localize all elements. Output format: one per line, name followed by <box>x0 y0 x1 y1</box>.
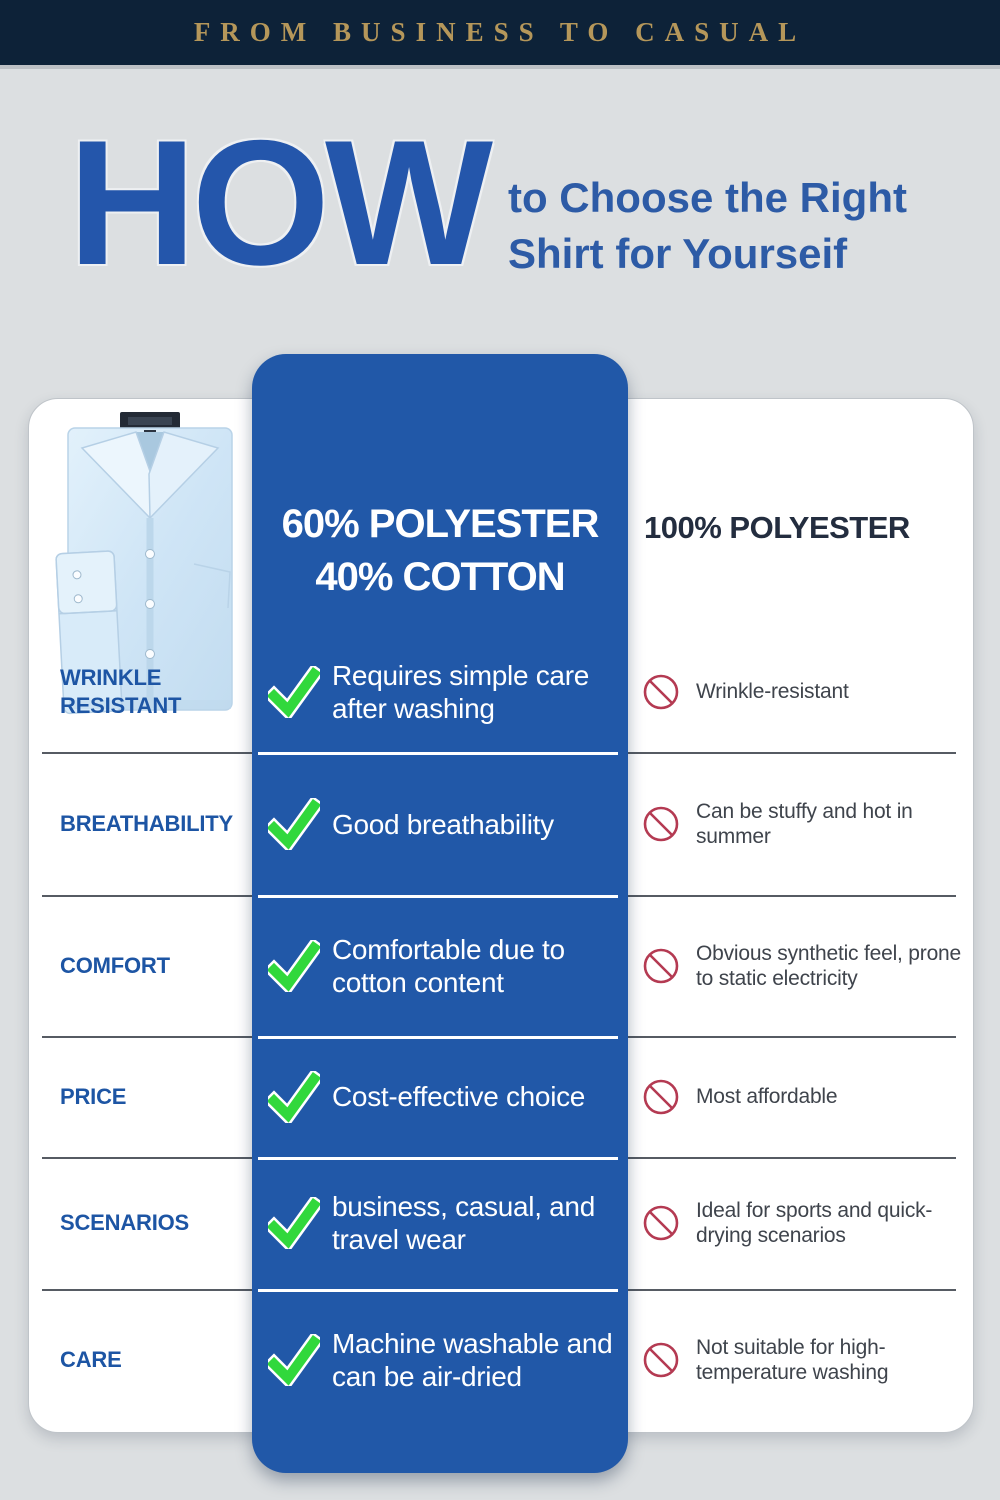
row-con-cell <box>642 1036 964 1157</box>
table-row <box>0 753 1000 895</box>
table-row <box>0 1036 1000 1157</box>
page-title-big: HOW <box>68 103 489 302</box>
prohibit-icon <box>642 947 680 985</box>
table-row <box>0 1289 1000 1431</box>
pro-text: Comfortable due to cotton content <box>332 933 565 998</box>
row-label-cell <box>60 753 260 895</box>
table-row <box>0 895 1000 1036</box>
pro-text: Good breathability <box>332 808 554 840</box>
prohibit-icon <box>642 1204 680 1242</box>
con-text: Not suitable for high-temperature washing <box>696 1336 889 1384</box>
check-icon <box>268 1334 320 1386</box>
row-label: COMFORT <box>60 952 170 978</box>
subtitle-line1: to Choose the Right <box>508 174 907 221</box>
row-label: BREATHABILITY <box>60 811 233 836</box>
pro-text: Requires simple care after washing <box>332 659 589 724</box>
table-row <box>0 630 1000 753</box>
row-label-cell <box>60 1157 260 1289</box>
blend-header-line1: 60% POLYESTER <box>281 502 599 546</box>
column-header-polyester: 100% POLYESTER <box>644 510 910 545</box>
con-text: Wrinkle-resistant <box>696 680 849 703</box>
con-text: Obvious synthetic feel, prone to static electricity <box>696 941 962 990</box>
row-con-cell <box>642 630 964 753</box>
row-label: CARE <box>60 1347 122 1372</box>
prohibit-icon <box>642 1078 680 1116</box>
top-banner <box>0 0 1000 69</box>
row-label-cell <box>60 1036 260 1157</box>
page-title-subtitle <box>508 170 907 282</box>
con-text: Most affordable <box>696 1085 838 1108</box>
prohibit-icon <box>642 673 680 711</box>
row-label-cell <box>60 630 260 753</box>
pro-text: business, casual, and travel wear <box>332 1191 595 1255</box>
row-con-cell <box>642 753 964 895</box>
row-pro-cell <box>268 1289 616 1431</box>
row-con-cell <box>642 1157 964 1289</box>
row-con-cell <box>642 895 964 1036</box>
row-con-cell <box>642 1289 964 1431</box>
check-icon <box>268 666 320 718</box>
subtitle-line2: Shirt for Yourseif <box>508 230 848 277</box>
row-pro-cell <box>268 895 616 1036</box>
column-header-blend <box>252 498 628 604</box>
check-icon <box>268 940 320 992</box>
row-label-cell <box>60 1289 260 1431</box>
row-label: WRINKLE RESISTANT <box>60 664 182 718</box>
pro-text: Cost-effective choice <box>332 1081 586 1112</box>
row-label: PRICE <box>60 1083 127 1109</box>
banner-tagline: FROM BUSINESS TO CASUAL <box>193 17 807 47</box>
check-icon <box>268 1071 320 1123</box>
prohibit-icon <box>642 805 680 843</box>
row-label: SCENARIOS <box>60 1210 189 1235</box>
row-pro-cell <box>268 1157 616 1289</box>
blend-header-line2: 40% COTTON <box>315 555 565 599</box>
row-pro-cell <box>268 630 616 753</box>
row-pro-cell <box>268 1036 616 1157</box>
row-pro-cell <box>268 753 616 895</box>
con-text: Ideal for sports and quick-drying scenarios <box>696 1199 933 1247</box>
check-icon <box>268 1197 320 1249</box>
con-text: Can be stuffy and hot in summer <box>696 800 913 848</box>
prohibit-icon <box>642 1341 680 1379</box>
check-icon <box>268 798 320 850</box>
table-row <box>0 1157 1000 1289</box>
pro-text: Machine washable and can be air-dried <box>332 1328 613 1392</box>
row-label-cell <box>60 895 260 1036</box>
